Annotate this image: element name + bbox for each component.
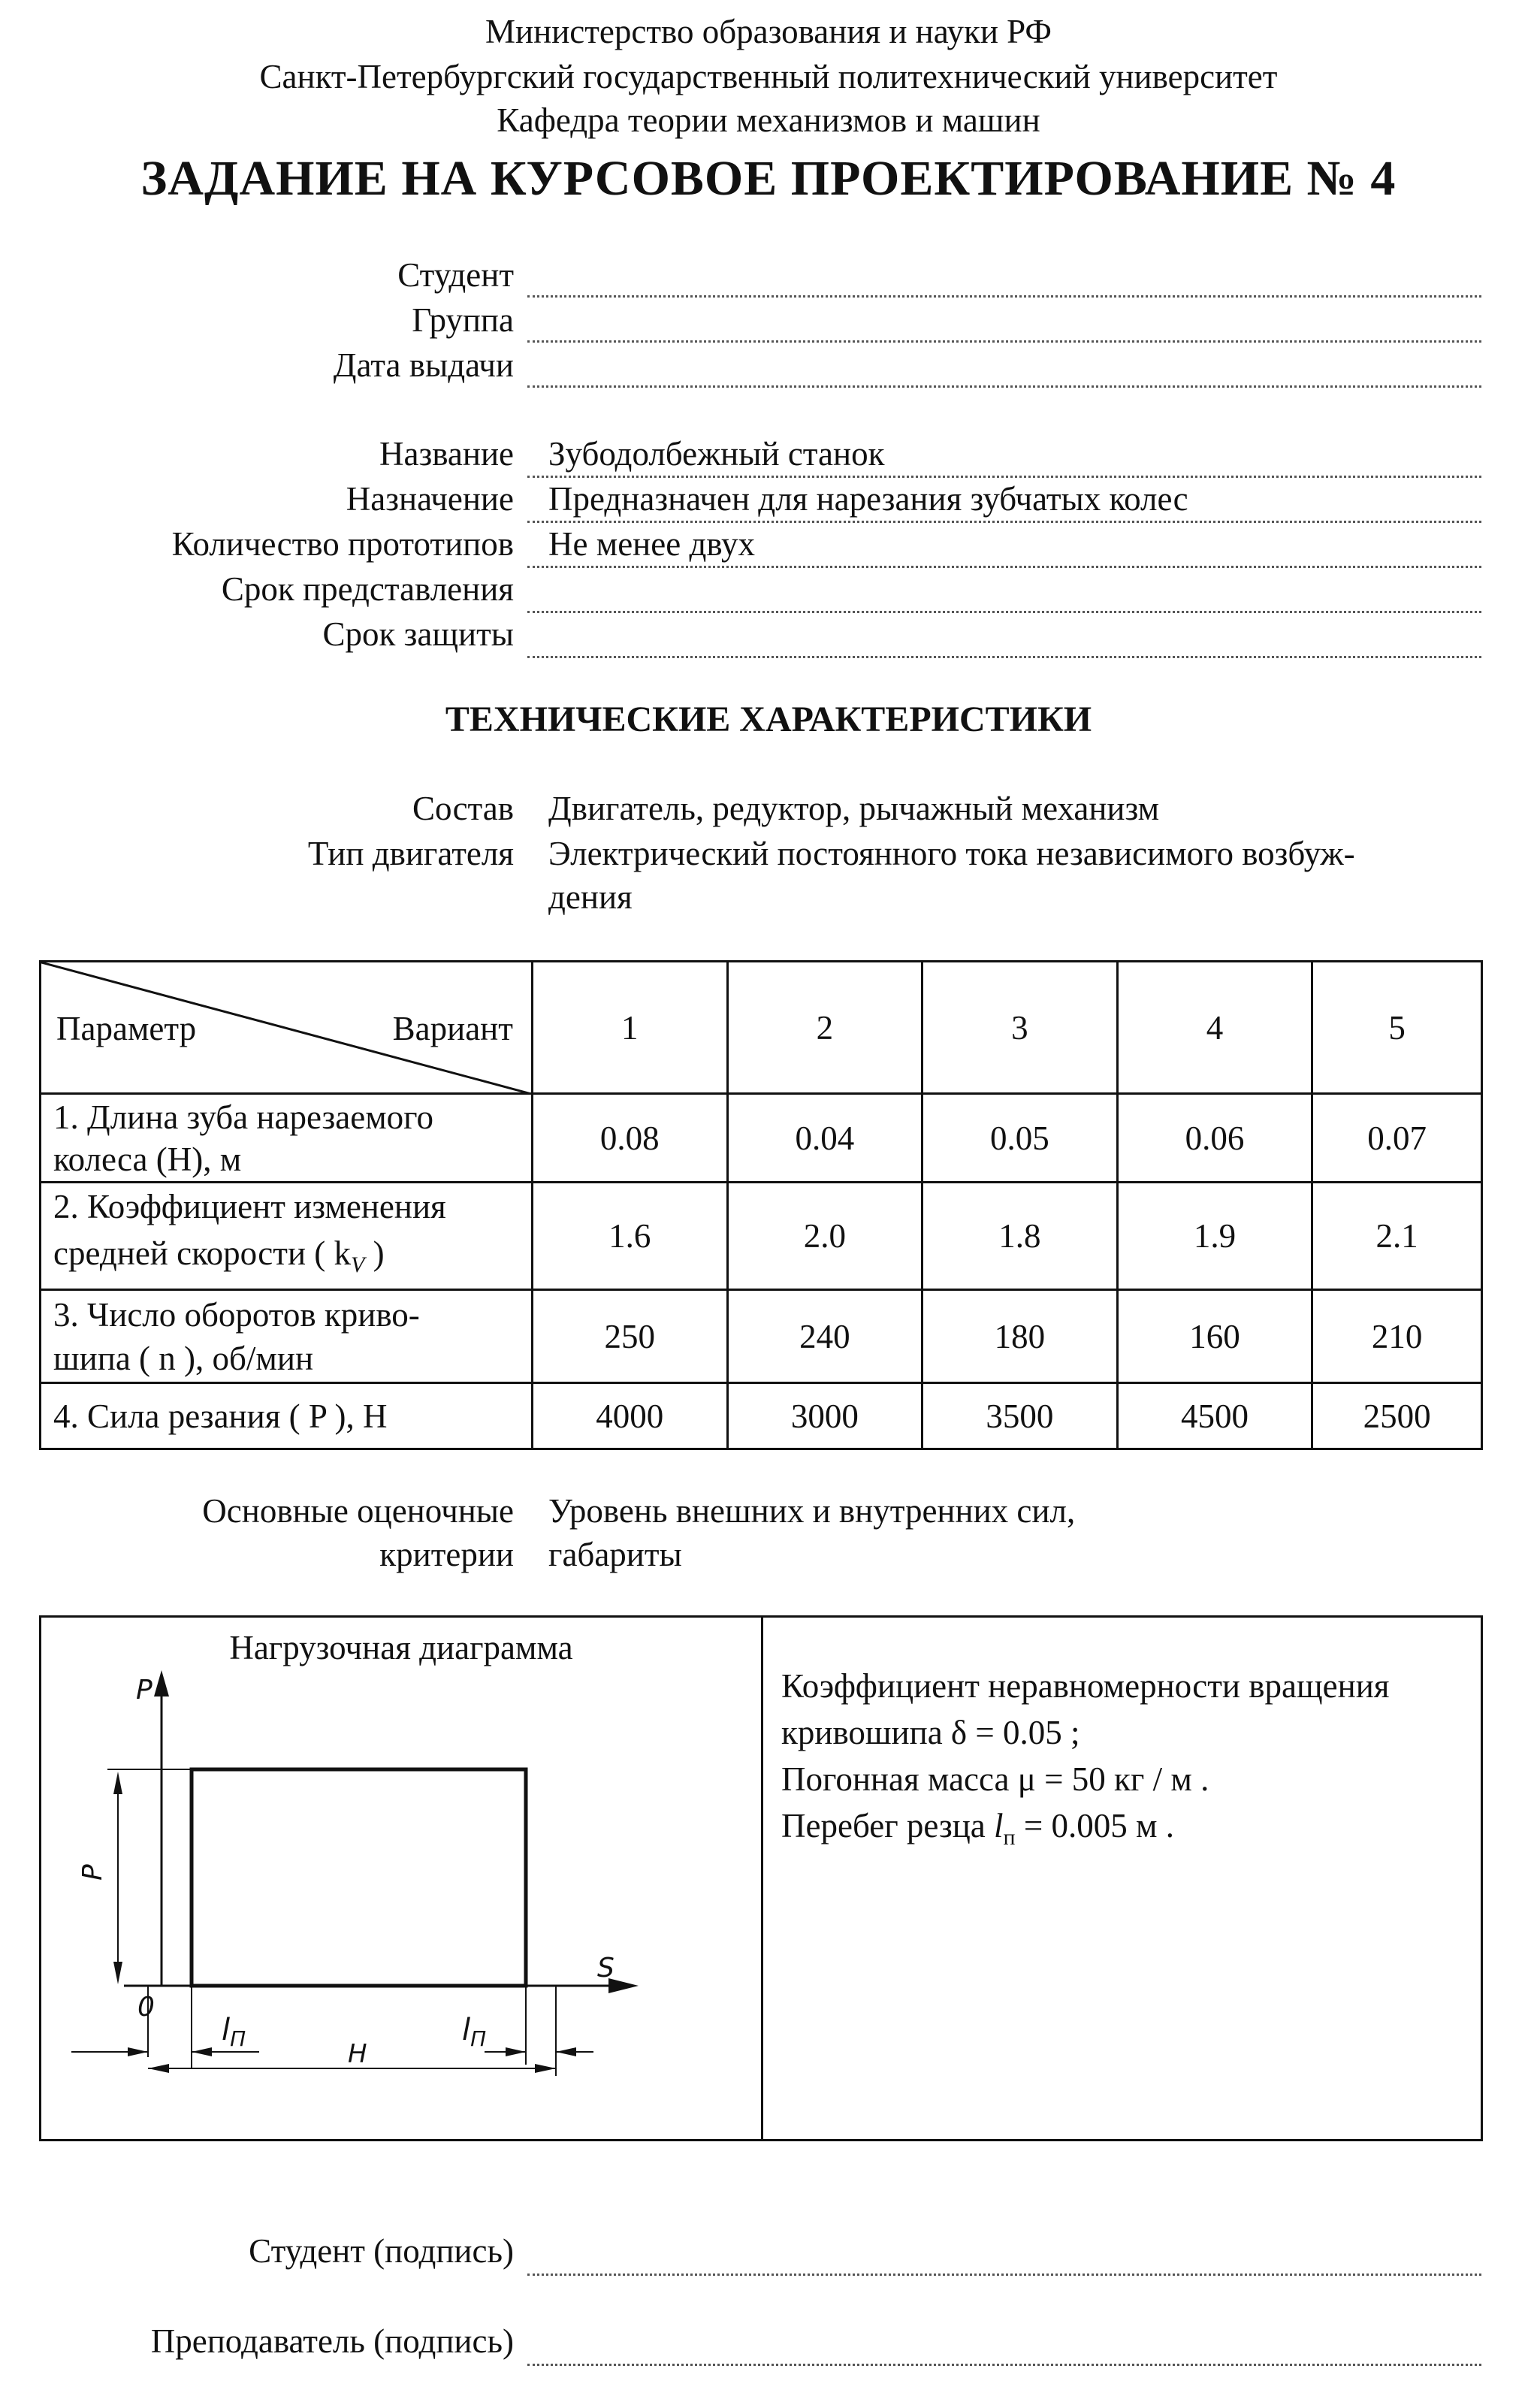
param-header: Параметр	[56, 1010, 197, 1047]
row-label-line2-text: средней скорости ( k	[53, 1234, 352, 1272]
criteria-label-line2: критерии	[379, 1536, 514, 1573]
table-cell: 4000	[532, 1383, 727, 1449]
teacher-signature-label: Преподаватель (подпись)	[150, 2322, 514, 2360]
variant-2-header: 2	[727, 962, 923, 1094]
variant-1-header: 1	[532, 962, 727, 1094]
row-label	[41, 1290, 533, 1383]
defense-deadline-label: Срок защиты	[322, 615, 514, 653]
page-title: ЗАДАНИЕ НА КУРСОВОЕ ПРОЕКТИРОВАНИЕ № 4	[140, 151, 1397, 206]
purpose-value: Предназначен для нарезания зубчатых колес	[548, 480, 1188, 518]
row-label-line1: 3. Число оборотов криво-	[53, 1295, 420, 1334]
table-cell: 0.05	[923, 1094, 1118, 1183]
issue-date-field[interactable]	[527, 385, 1481, 388]
notes-line4-sub: п	[1003, 1825, 1016, 1850]
table-cell: 250	[532, 1290, 727, 1383]
row-label-line1: 1. Длина зуба нарезаемого	[53, 1098, 434, 1136]
load-diagram	[41, 1618, 761, 2144]
row-label-line2: колеса (H), м	[53, 1140, 242, 1178]
row-label	[41, 1094, 533, 1183]
row-label-tail: )	[364, 1234, 385, 1272]
department-name: Кафедра теории механизмов и машин	[497, 101, 1040, 139]
lp-left-arrow	[128, 2047, 148, 2056]
table-cell: 0.07	[1312, 1094, 1482, 1183]
engine-type-label: Тип двигателя	[307, 835, 514, 872]
group-field[interactable]	[527, 340, 1481, 343]
row-label	[41, 1183, 533, 1290]
lp-right-label	[462, 2013, 486, 2051]
h-label: H	[348, 2039, 367, 2069]
table-cell: 4500	[1117, 1383, 1312, 1449]
criteria-value-line1: Уровень внешних и внутренних сил,	[548, 1492, 1076, 1530]
engine-type-value-line1: Электрический постоянного тока независимого возбуж-	[548, 835, 1355, 872]
axis-p-label: P	[136, 1675, 152, 1706]
load-rectangle	[192, 1769, 526, 1986]
notes-line4-var: l	[994, 1807, 1004, 1845]
table-cell: 210	[1312, 1290, 1482, 1383]
ministry-name: Министерство образования и науки РФ	[485, 13, 1052, 50]
table-cell: 2.1	[1312, 1183, 1482, 1290]
diagram-notes	[781, 1663, 1389, 1861]
student-signature-label: Студент (подпись)	[249, 2232, 514, 2270]
table-row	[41, 1183, 1482, 1290]
lp-right-arrow2	[556, 2047, 576, 2056]
issue-date-label: Дата выдачи	[333, 346, 514, 384]
lp-right-sub: П	[470, 2026, 487, 2051]
name-field-line	[527, 476, 1481, 478]
notes-line3: Погонная масса μ = 50 кг / м .	[781, 1760, 1209, 1798]
variant-5-header: 5	[1312, 962, 1482, 1094]
notes-line4-suffix: = 0.005 м .	[1015, 1807, 1174, 1845]
criteria-value-line2: габариты	[548, 1536, 682, 1573]
table-cell: 1.9	[1117, 1183, 1312, 1290]
lp-left-arrow2	[192, 2047, 212, 2056]
h-arrow-left	[148, 2064, 169, 2073]
composition-label: Состав	[412, 790, 514, 827]
table-cell: 2.0	[727, 1183, 923, 1290]
row-label-line2	[53, 1230, 519, 1289]
name-value: Зубодолбежный станок	[548, 435, 885, 473]
teacher-signature-field[interactable]	[527, 2364, 1481, 2366]
row-label-line2: шипа ( n ), об/мин	[53, 1339, 314, 1377]
prototypes-label: Количество прототипов	[171, 525, 514, 563]
lp-right-arrow	[506, 2047, 526, 2056]
submission-deadline-field[interactable]	[527, 611, 1481, 613]
p-axis-arrow	[154, 1670, 169, 1696]
lp-left-sub: П	[230, 2026, 246, 2051]
table-cell: 0.04	[727, 1094, 923, 1183]
p-dimension-label: P	[77, 1864, 108, 1881]
tech-heading: ТЕХНИЧЕСКИЕ ХАРАКТЕРИСТИКИ	[445, 699, 1092, 739]
table-cell: 0.08	[532, 1094, 727, 1183]
table-row	[41, 1383, 1482, 1449]
name-label: Название	[379, 435, 514, 473]
table-header-row	[41, 962, 1482, 1094]
h-arrow-right	[535, 2064, 556, 2073]
table-row	[41, 1094, 1482, 1183]
criteria-label-line1: Основные оценочные	[202, 1492, 514, 1530]
table-row	[41, 1290, 1482, 1383]
university-name: Санкт-Петербургский государственный политехнический университет	[259, 58, 1278, 95]
student-label: Студент	[397, 256, 514, 294]
purpose-label: Назначение	[346, 480, 514, 518]
prototypes-field-line	[527, 566, 1481, 568]
table-cell: 0.06	[1117, 1094, 1312, 1183]
axis-s-label: S	[597, 1953, 614, 1984]
student-field[interactable]	[527, 295, 1481, 298]
variant-header: Вариант	[392, 1010, 513, 1047]
load-diagram-box	[39, 1615, 1483, 2141]
engine-type-value-line2: дения	[548, 878, 633, 916]
prototypes-value: Не менее двух	[548, 525, 756, 563]
row-label: 4. Сила резания ( P ), Н	[41, 1383, 533, 1449]
table-cell: 3000	[727, 1383, 923, 1449]
lp-left-letter: l	[222, 2013, 231, 2047]
table-cell: 1.6	[532, 1183, 727, 1290]
table-cell: 1.8	[923, 1183, 1118, 1290]
defense-deadline-field[interactable]	[527, 656, 1481, 658]
composition-value: Двигатель, редуктор, рычажный механизм	[548, 790, 1160, 827]
parameters-table	[39, 960, 1483, 1450]
notes-line2: кривошипа δ = 0.05 ;	[781, 1714, 1080, 1751]
diagram-title: Нагрузочная диаграмма	[229, 1629, 573, 1666]
table-cell: 3500	[923, 1383, 1118, 1449]
variant-3-header: 3	[923, 962, 1118, 1094]
purpose-field-line	[527, 521, 1481, 523]
table-cell: 240	[727, 1290, 923, 1383]
variant-4-header: 4	[1117, 962, 1312, 1094]
lp-right-letter: l	[462, 2013, 471, 2047]
table-cell: 160	[1117, 1290, 1312, 1383]
student-signature-field[interactable]	[527, 2274, 1481, 2276]
table-cell: 2500	[1312, 1383, 1482, 1449]
notes-line4	[781, 1802, 1389, 1861]
table-corner-cell	[41, 962, 533, 1094]
lp-left-label	[222, 2013, 246, 2051]
submission-deadline-label: Срок представления	[221, 570, 514, 608]
table-cell: 180	[923, 1290, 1118, 1383]
notes-line4-prefix: Перебег резца	[781, 1807, 995, 1845]
box-divider	[761, 1618, 763, 2139]
row-label-line1: 2. Коэффициент изменения	[53, 1188, 446, 1225]
group-label: Группа	[412, 301, 514, 339]
p-dim-arrow-bottom	[113, 1962, 122, 1984]
origin-label: 0	[137, 1992, 155, 2023]
p-dim-arrow-top	[113, 1772, 122, 1794]
notes-line1: Коэффициент неравномерности вращения	[781, 1667, 1390, 1705]
row-label-subscript: V	[351, 1252, 365, 1277]
